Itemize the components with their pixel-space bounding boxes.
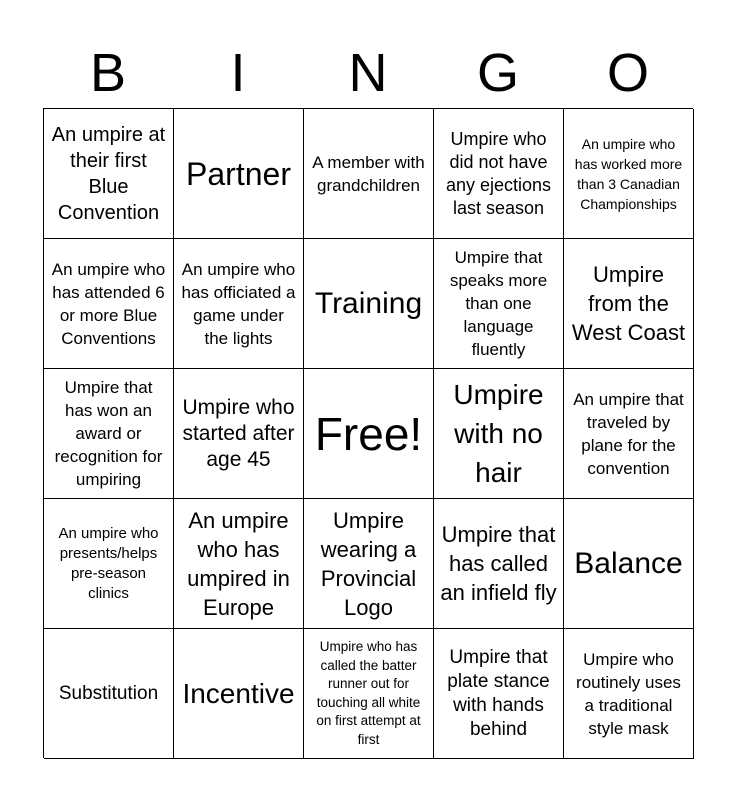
cell-text: An umpire who presents/helps pre-season clinics <box>58 524 159 602</box>
bingo-cell-r2c3[interactable] <box>304 239 434 369</box>
bingo-cell-r1c1[interactable] <box>44 109 174 239</box>
bingo-cell-r2c4[interactable] <box>434 239 564 369</box>
cell-text: An umpire that traveled by plane for the convention <box>573 389 684 478</box>
cell-text: An umpire who has worked more than 3 Canadian Championships <box>574 135 683 212</box>
bingo-cell-r5c2[interactable] <box>174 629 304 759</box>
cell-text: Training <box>314 286 423 320</box>
cell-text: Umpire that speaks more than one language fluently <box>449 248 548 359</box>
bingo-cell-r2c1[interactable] <box>44 239 174 369</box>
cell-text: Umpire with no hair <box>453 379 544 488</box>
bingo-cell-r3c1[interactable] <box>44 369 174 499</box>
bingo-cell-r3c4[interactable] <box>434 369 564 499</box>
bingo-cell-r2c2[interactable] <box>174 239 304 369</box>
bingo-header <box>43 38 693 108</box>
bingo-cell-r5c4[interactable] <box>434 629 564 759</box>
bingo-cell-r3c2[interactable] <box>174 369 304 499</box>
bingo-cell-r4c1[interactable] <box>44 499 174 629</box>
cell-text: Umpire who routinely uses a traditional style mask <box>576 649 681 738</box>
cell-text: An umpire who has attended 6 or more Blue Conventions <box>51 259 166 348</box>
cell-text: Umpire from the West Coast <box>571 262 686 345</box>
cell-text: Incentive <box>182 678 295 709</box>
header-letter-g: G <box>476 43 519 103</box>
cell-text: Umpire that plate stance with hands behind <box>447 646 550 740</box>
cell-text: An umpire who has umpired in Europe <box>187 507 290 620</box>
cell-text: Partner <box>186 155 291 192</box>
bingo-cell-r4c3[interactable] <box>304 499 434 629</box>
bingo-cell-r5c5[interactable] <box>564 629 694 759</box>
bingo-cell-r4c4[interactable] <box>434 499 564 629</box>
cell-text: A member with grandchildren <box>312 152 425 195</box>
bingo-cell-r1c2[interactable] <box>174 109 304 239</box>
cell-text: An umpire at their first Blue Convention <box>51 123 166 224</box>
cell-text: Umpire who started after age 45 <box>182 395 295 471</box>
cell-text: Umpire that has called an infield fly <box>440 522 557 605</box>
cell-text: Umpire that has won an award or recognition for umpiring <box>54 378 163 489</box>
bingo-cell-r5c3[interactable] <box>304 629 434 759</box>
cell-text: Balance <box>574 546 683 580</box>
bingo-cell-r1c5[interactable] <box>564 109 694 239</box>
bingo-cell-r5c1[interactable] <box>44 629 174 759</box>
cell-text: Free! <box>314 407 423 460</box>
bingo-cell-r4c5[interactable] <box>564 499 694 629</box>
header-letter-o: O <box>606 43 649 103</box>
cell-text: Umpire who did not have any ejections last season <box>445 128 552 218</box>
header-letter-n: N <box>348 43 388 103</box>
cell-text: Substitution <box>58 682 159 704</box>
bingo-cell-r4c2[interactable] <box>174 499 304 629</box>
header-letter-b: B <box>89 43 127 103</box>
bingo-cell-r1c3[interactable] <box>304 109 434 239</box>
bingo-cell-r3c3[interactable] <box>304 369 434 499</box>
cell-text: Umpire wearing a Provincial Logo <box>320 507 417 620</box>
header-letter-i: I <box>230 43 246 103</box>
bingo-cell-r2c5[interactable] <box>564 239 694 369</box>
cell-text: An umpire who has officiated a game under the lights <box>181 259 296 348</box>
bingo-board <box>43 108 693 758</box>
cell-text: Umpire who has called the batter runner out for touching all white on first attempt at first <box>316 639 421 747</box>
bingo-cell-r3c5[interactable] <box>564 369 694 499</box>
bingo-cell-r1c4[interactable] <box>434 109 564 239</box>
